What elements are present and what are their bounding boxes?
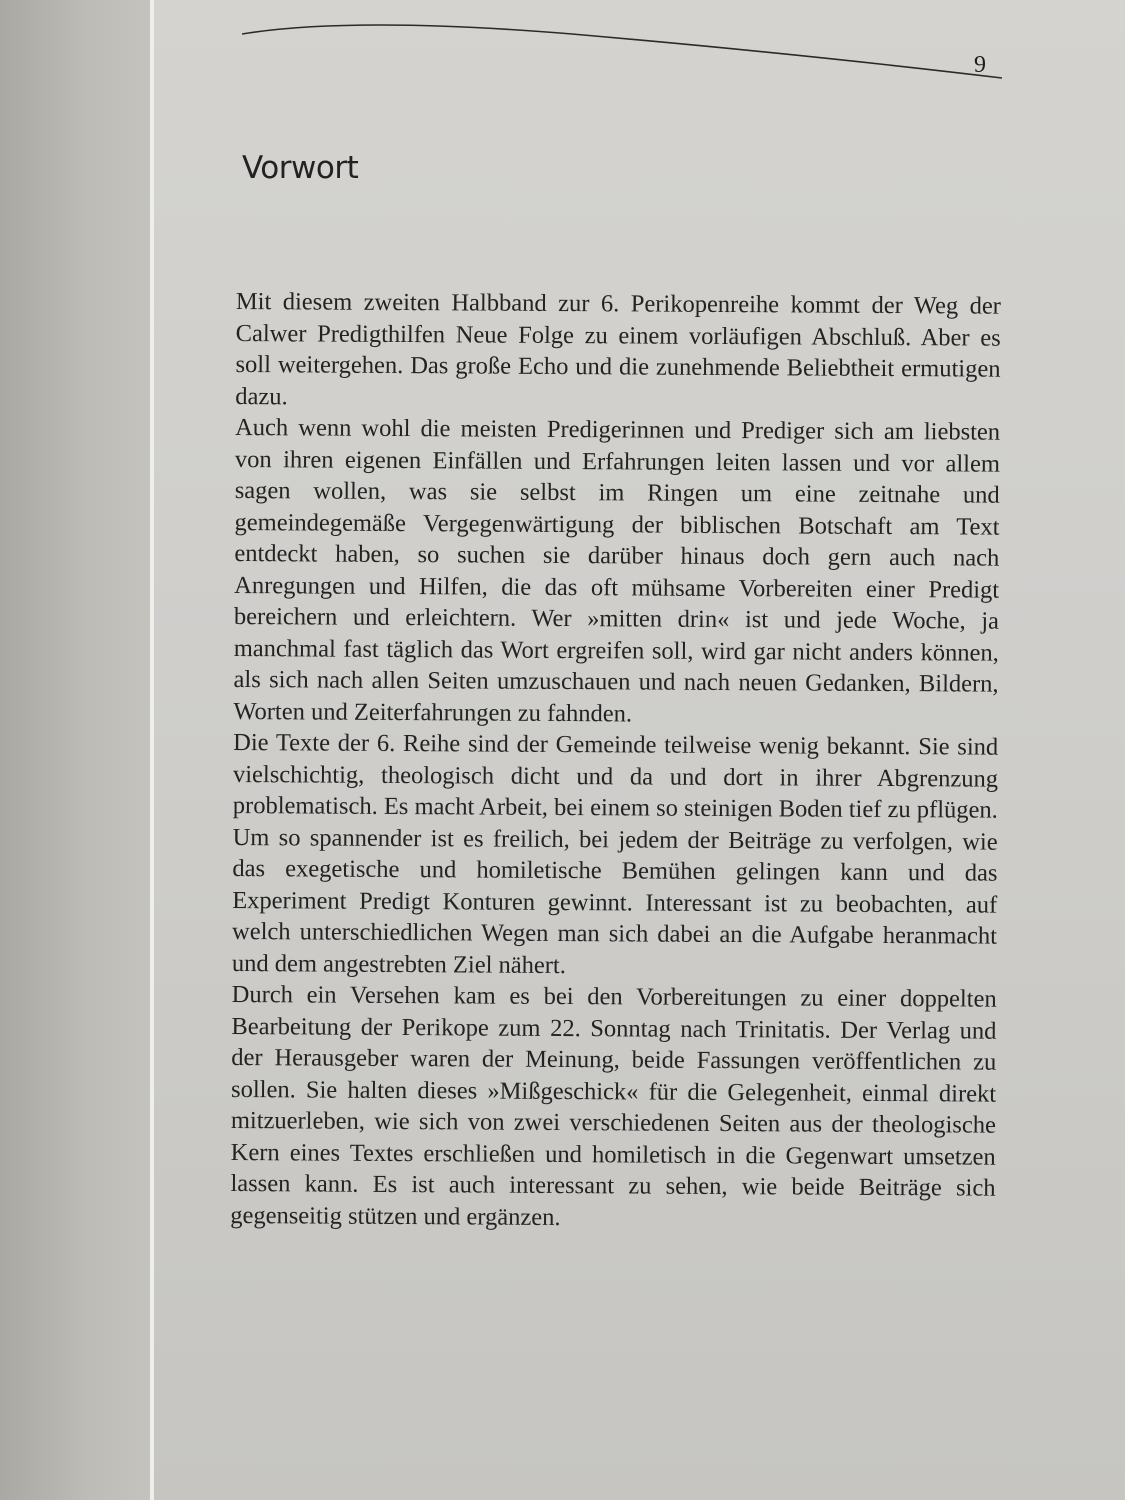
paragraph: Durch ein Versehen kam es bei den Vorbereitungen zu einer doppelten Bearbeitung der Perikope zum 22. Sonntag nach Trinitatis. Der Verlag und der Herausgeber waren der Meinung, beide Fassungen veröffentlichen zu sollen. Sie halten dieses »Mißgeschick« für die Gelegenheit, einmal direkt mitzuerleben, wie sich von zwei verschiedenen Seiten aus der theologische Kern eines Textes erschließen und homiletisch in die Gegenwart umsetzen lassen kann. Es ist auch interessant zu sehen, wie beide Beiträge sich gegenseitig stützen und ergänzen. — [230, 980, 997, 1231]
page-title: Vorwort — [242, 150, 359, 186]
paragraph: Die Texte der 6. Reihe sind der Gemeinde teilweise wenig bekannt. Sie sind vielschichtig, theologisch dicht und da und dort in ihrer Abgrenzung problematisch. Es macht Arbeit, bei einem so steinigen Boden tief zu pflügen. Um so spannender ist es freilich, bei jedem der Beiträge zu verfolgen, wie das exegetische und homiletische Bemühen gelingen kann und das Experiment Predigt Konturen gewinnt. Interessant ist zu beobachten, auf welch unterschiedlichen Wegen man sich dabei an die Aufgabe heranmacht und dem angestrebten Ziel nähert. — [231, 728, 999, 979]
paragraph: Mit diesem zweiten Halbband zur 6. Perikopenreihe kommt der Weg der Calwer Predigthilfen Neue Folge zu einem vorläufigen Abschluß. Aber es soll weitergehen. Das große Echo und die zunehmende Beliebtheit ermutigen dazu. — [235, 287, 1001, 410]
facing-page-edge — [0, 0, 150, 1500]
header-rule — [242, 20, 1002, 80]
page-number: 9 — [974, 52, 986, 78]
body-text — [230, 286, 1001, 1236]
paragraph: Auch wenn wohl die meisten Predigerinnen und Prediger sich am liebsten von ihren eigenen Einfällen und Erfahrungen leiten lassen und vor allem sagen wollen, was sie selbst im Ringen um eine zeitnahe und gemeindegemäße Vergegenwärtigung der biblischen Botschaft am Text entdeckt haben, so suchen sie darüber hinaus doch gern auch nach Anregungen und Hilfen, die das oft mühsame Vorbereiten einer Predigt bereichern und erleichtern. Wer »mitten drin« ist und jede Woche, ja manchmal fast täglich das Wort ergreifen soll, wird gar nicht anders können, als sich nach allen Seiten umzuschauen und nach neuen Gedanken, Bildern, Worten und Zeiterfahrungen zu fahnden. — [233, 413, 1001, 727]
book-page — [154, 0, 1125, 1500]
